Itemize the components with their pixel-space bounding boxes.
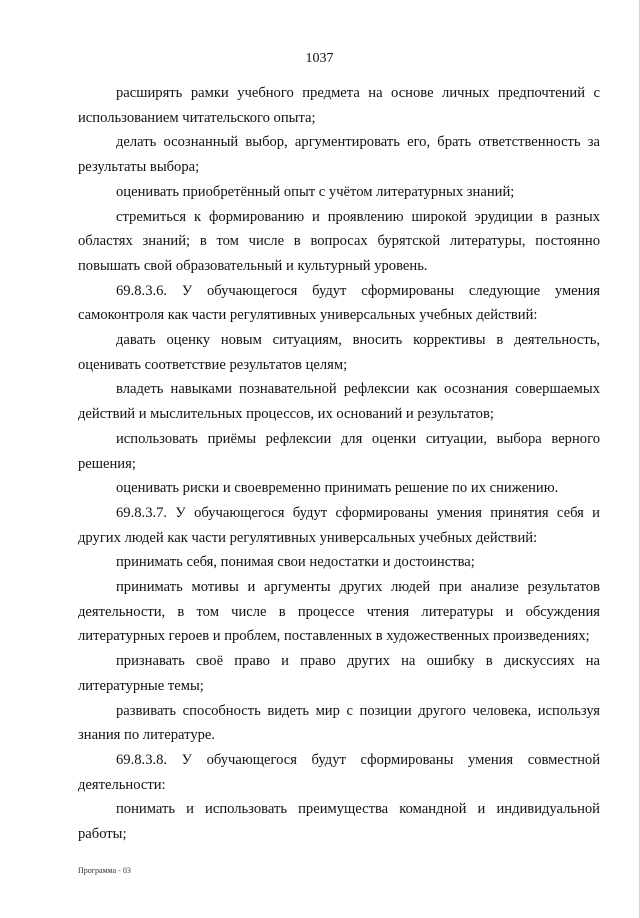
paragraph: владеть навыками познавательной рефлексии как осознания совершаемых действий и мыслительных процессов, их оснований и результатов; [78, 381, 600, 423]
section-paragraph: 69.8.3.6. У обучающегося будут сформированы следующие умения самоконтроля как части регулятивных универсальных учебных действий: [78, 282, 600, 324]
paragraph: использовать приёмы рефлексии для оценки ситуации, выбора верного решения; [78, 430, 600, 472]
paragraph: понимать и использовать преимущества командной и индивидуальной работы; [78, 801, 600, 843]
paragraph: принимать мотивы и аргументы других людей при анализе результатов деятельности, в том числе в процессе чтения литературы и обсуждения литературных героев и проблем, поставленных в художественных произведениях; [78, 579, 600, 645]
page-footer: Программа - 03 [78, 866, 131, 875]
page-number: 1037 [305, 51, 334, 66]
paragraph: принимать себя, понимая свои недостатки и достоинства; [116, 554, 475, 571]
paragraph: развивать способность видеть мир с позиции другого человека, используя знания по литературе. [78, 702, 600, 744]
paragraph: признавать своё право и право других на ошибку в дискуссиях на литературные темы; [78, 653, 600, 694]
paragraph: оценивать приобретённый опыт с учётом литературных знаний; [116, 183, 515, 200]
paragraph: оценивать риски и своевременно принимать решение по их снижению. [116, 480, 559, 497]
paragraph: расширять рамки учебного предмета на основе личных предпочтений с использованием читательского опыта; [78, 85, 600, 126]
section-paragraph: 69.8.3.8. У обучающегося будут сформированы умения совместной деятельности: [78, 751, 600, 793]
paragraph: стремиться к формированию и проявлению широкой эрудиции в разных областях знаний; в том числе в вопросах бурятской литературы, постоянно повышать свой образовательный и культурный уровень. [78, 208, 600, 274]
section-paragraph: 69.8.3.7. У обучающегося будут сформированы умения принятия себя и других людей как части регулятивных универсальных учебных действий: [78, 504, 600, 546]
paragraph: давать оценку новым ситуациям, вносить коррективы в деятельность, оценивать соответствие результатов целям; [78, 332, 600, 373]
paragraph: делать осознанный выбор, аргументировать его, брать ответственность за результаты выбора; [78, 134, 600, 176]
document-body [78, 81, 600, 847]
